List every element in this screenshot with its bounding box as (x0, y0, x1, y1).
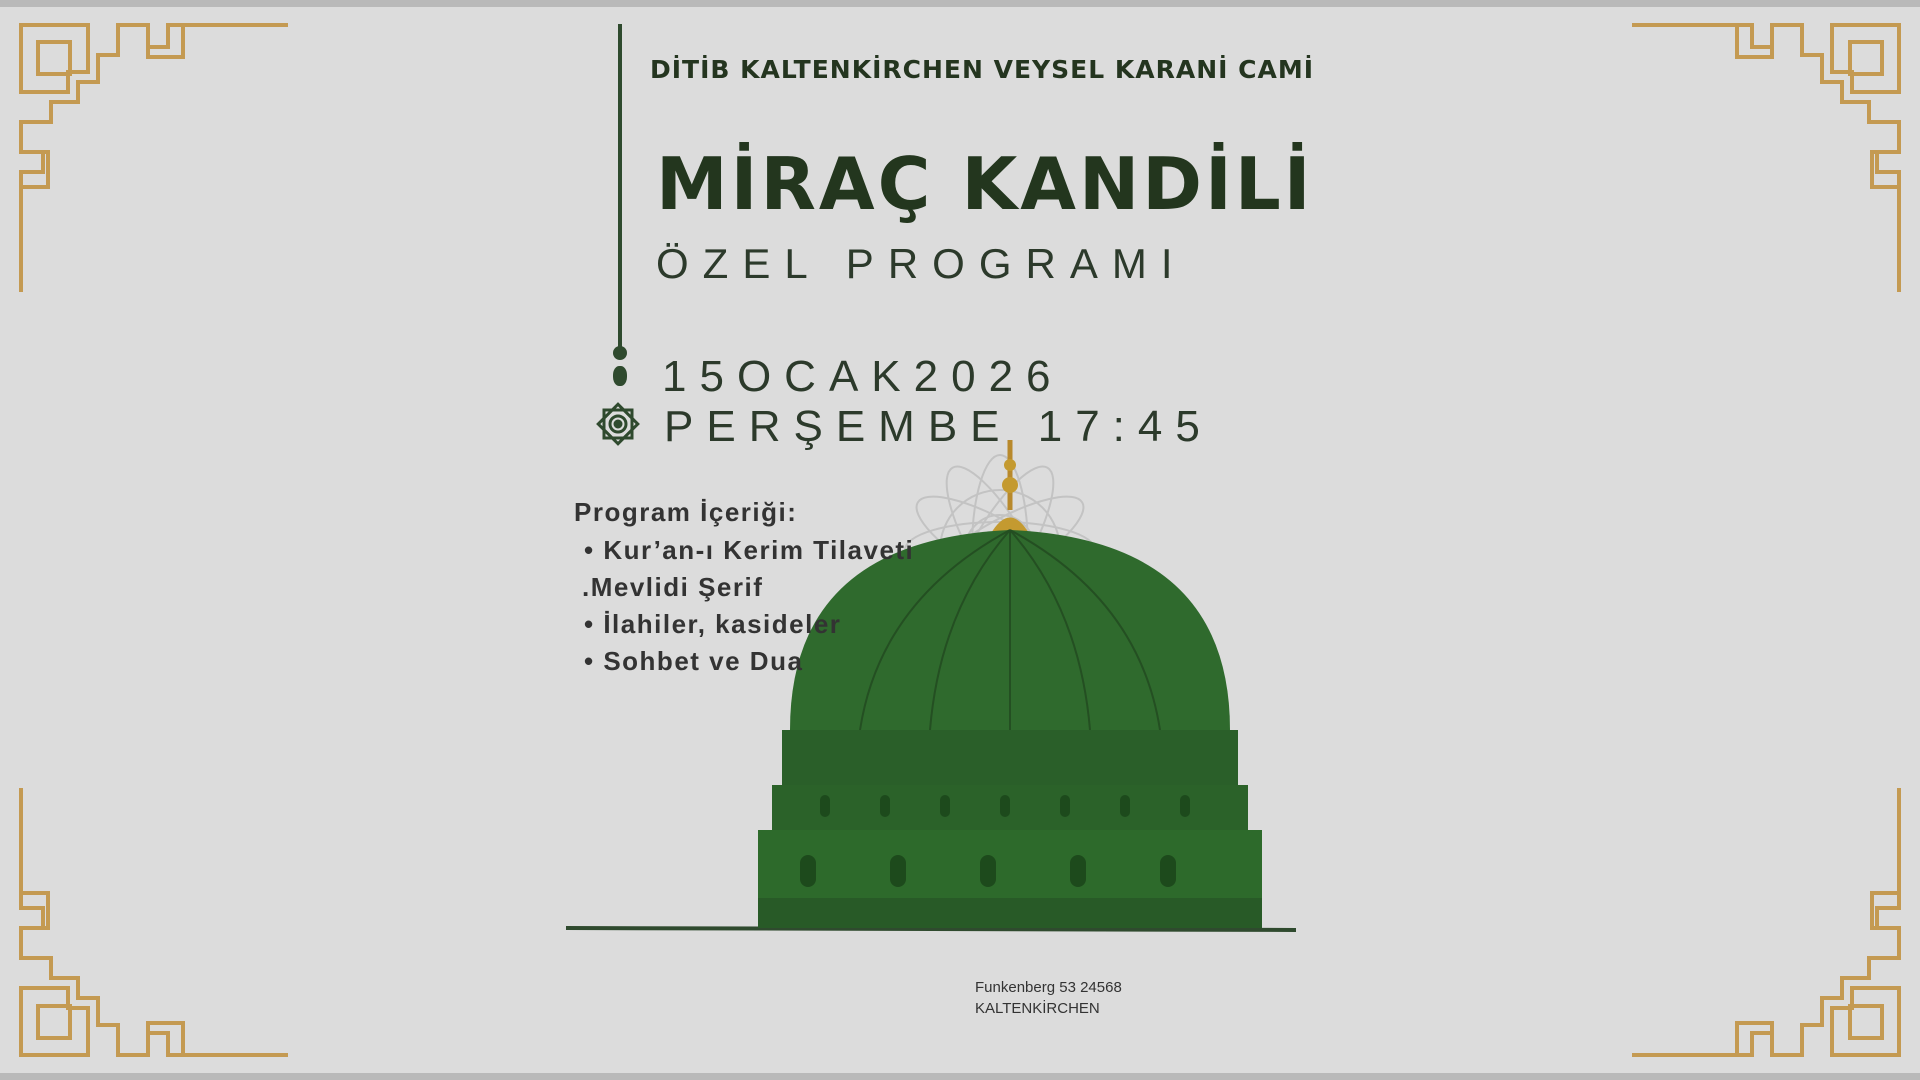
program-item: • Sohbet ve Dua (584, 646, 804, 676)
address-line-1: Funkenberg 53 24568 (975, 979, 1122, 996)
program-item: • İlahiler, kasideler (584, 609, 842, 639)
hanging-bead (613, 366, 627, 386)
page-subtitle: ÖZEL PROGRAMI (656, 240, 1187, 287)
address (975, 977, 1122, 1019)
event-day-time: PERŞEMBE 17:45 (664, 402, 1213, 451)
program-item: • Kur’an-ı Kerim Tilaveti (584, 535, 915, 565)
page-title: MİRAÇ KANDİLİ (656, 142, 1314, 226)
mosque-name: DİTİB KALTENKİRCHEN VEYSEL KARANİ CAMİ (650, 55, 1315, 84)
corner-ornament-bottom-right-icon (1632, 786, 1902, 1058)
program-item: .Mevlidi Şerif (582, 572, 764, 602)
program-heading: Program İçeriği: (574, 497, 798, 527)
event-date: 15OCAK2026 (662, 352, 1064, 401)
address-line-2: KALTENKİRCHEN (975, 1000, 1100, 1017)
top-border (0, 0, 1920, 7)
hanging-bead (613, 346, 627, 360)
corner-ornament-bottom-left-icon (18, 786, 288, 1058)
corner-ornament-top-left-icon (18, 22, 288, 294)
corner-ornament-top-right-icon (1632, 22, 1902, 294)
bottom-border (0, 1073, 1920, 1080)
hanging-line (618, 24, 622, 354)
